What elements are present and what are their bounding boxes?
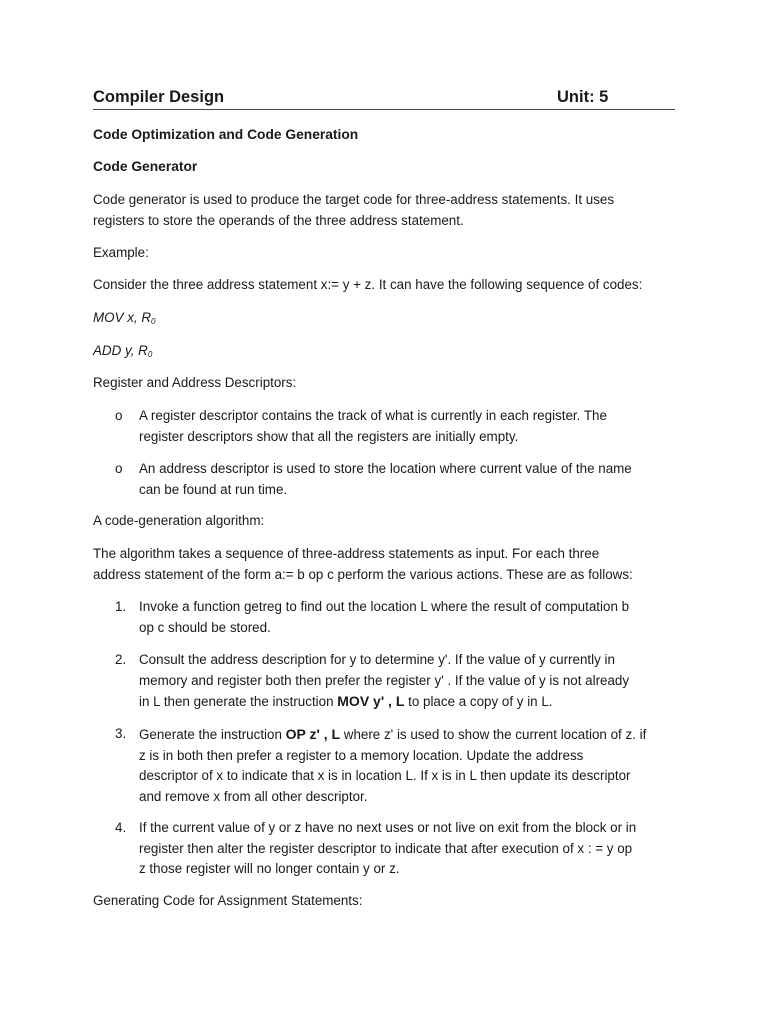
bullet-marker: o xyxy=(115,461,123,476)
step-number: 3. xyxy=(115,726,127,741)
bullet-marker: o xyxy=(115,408,123,423)
example-label: Example: xyxy=(93,245,149,260)
step-line: If the current value of y or z have no next uses or not live on exit from the block or in xyxy=(139,820,637,835)
page-header xyxy=(93,88,675,110)
step-text xyxy=(139,650,675,713)
intro-line-2: registers to store the operands of the three address statement. xyxy=(93,212,464,228)
step-line: Invoke a function getreg to find out the location L where the result of computation b xyxy=(139,599,630,614)
algorithm-intro-line-1: The algorithm takes a sequence of three-address statements as input. For each three xyxy=(93,546,600,561)
bullet-line: register descriptors show that all the registers are initially empty. xyxy=(139,428,519,444)
step-text xyxy=(139,818,675,880)
code-line-mov xyxy=(93,308,675,333)
step-line: z is in both then prefer a register to a memory location. Update the address xyxy=(139,747,584,763)
bullet-line: An address descriptor is used to store the location where current value of the name xyxy=(139,461,632,476)
code-mov-subscript: 0 xyxy=(151,317,156,326)
step-number: 4. xyxy=(115,820,127,835)
bullet-text xyxy=(139,459,675,500)
subsection-title: Code Generator xyxy=(93,159,198,174)
algorithm-intro-line-2: address statement of the form a:= b op c perform the various actions. These are as follows: xyxy=(93,566,633,582)
step-line: z those register will no longer contain y or z. xyxy=(139,861,400,877)
algorithm-intro xyxy=(93,544,675,585)
step-text xyxy=(139,597,675,638)
code-add-subscript: 0 xyxy=(147,350,153,359)
header-title: Compiler Design xyxy=(93,88,225,106)
step-line: register then alter the register descriptor to indicate that after execution of x : = y op xyxy=(139,840,633,856)
header-unit: Unit: 5 xyxy=(557,88,609,106)
instruction-code: OP z' , L xyxy=(285,726,341,742)
step-line: op c should be stored. xyxy=(139,619,271,635)
code-add-text: ADD y, R xyxy=(93,343,148,358)
step-line-text: to place a copy of y in L. xyxy=(404,694,553,710)
consider-paragraph: Consider the three address statement x:= y + z. It can have the following sequence of codes: xyxy=(93,277,643,292)
step-number: 2. xyxy=(115,652,127,667)
algorithm-heading: A code-generation algorithm: xyxy=(93,513,265,528)
footer-heading: Generating Code for Assignment Statements: xyxy=(93,893,363,908)
step-line-text: in L then generate the instruction xyxy=(139,694,338,710)
section-title: Code Optimization and Code Generation xyxy=(93,127,359,142)
descriptors-heading: Register and Address Descriptors: xyxy=(93,375,297,390)
step-line: and remove x from all other descriptor. xyxy=(139,788,368,804)
step-line xyxy=(139,724,679,746)
code-mov-text: MOV x, R xyxy=(93,310,152,325)
code-line-add xyxy=(93,341,675,366)
step-text xyxy=(139,724,679,807)
bullet-text xyxy=(139,406,675,447)
step-line: Consult the address description for y to determine y'. If the value of y currently in xyxy=(139,652,615,667)
bullet-line: can be found at run time. xyxy=(139,481,288,497)
step-line: descriptor of x to indicate that x is in location L. If x is in L then update its descriptor xyxy=(139,768,631,784)
bullet-line: A register descriptor contains the track of what is currently in each register. The xyxy=(139,408,607,423)
step-line: memory and register both then prefer the register y' . If the value of y is not already xyxy=(139,672,630,688)
intro-line-1: Code generator is used to produce the target code for three-address statements. It uses xyxy=(93,192,615,207)
step-line-text: Generate the instruction xyxy=(139,727,286,742)
step-line-text: where z' is used to show the current location of z. if xyxy=(340,727,647,742)
step-number: 1. xyxy=(115,599,127,614)
intro-paragraph xyxy=(93,190,675,231)
instruction-code: MOV y' , L xyxy=(337,693,405,710)
step-line xyxy=(139,691,675,713)
